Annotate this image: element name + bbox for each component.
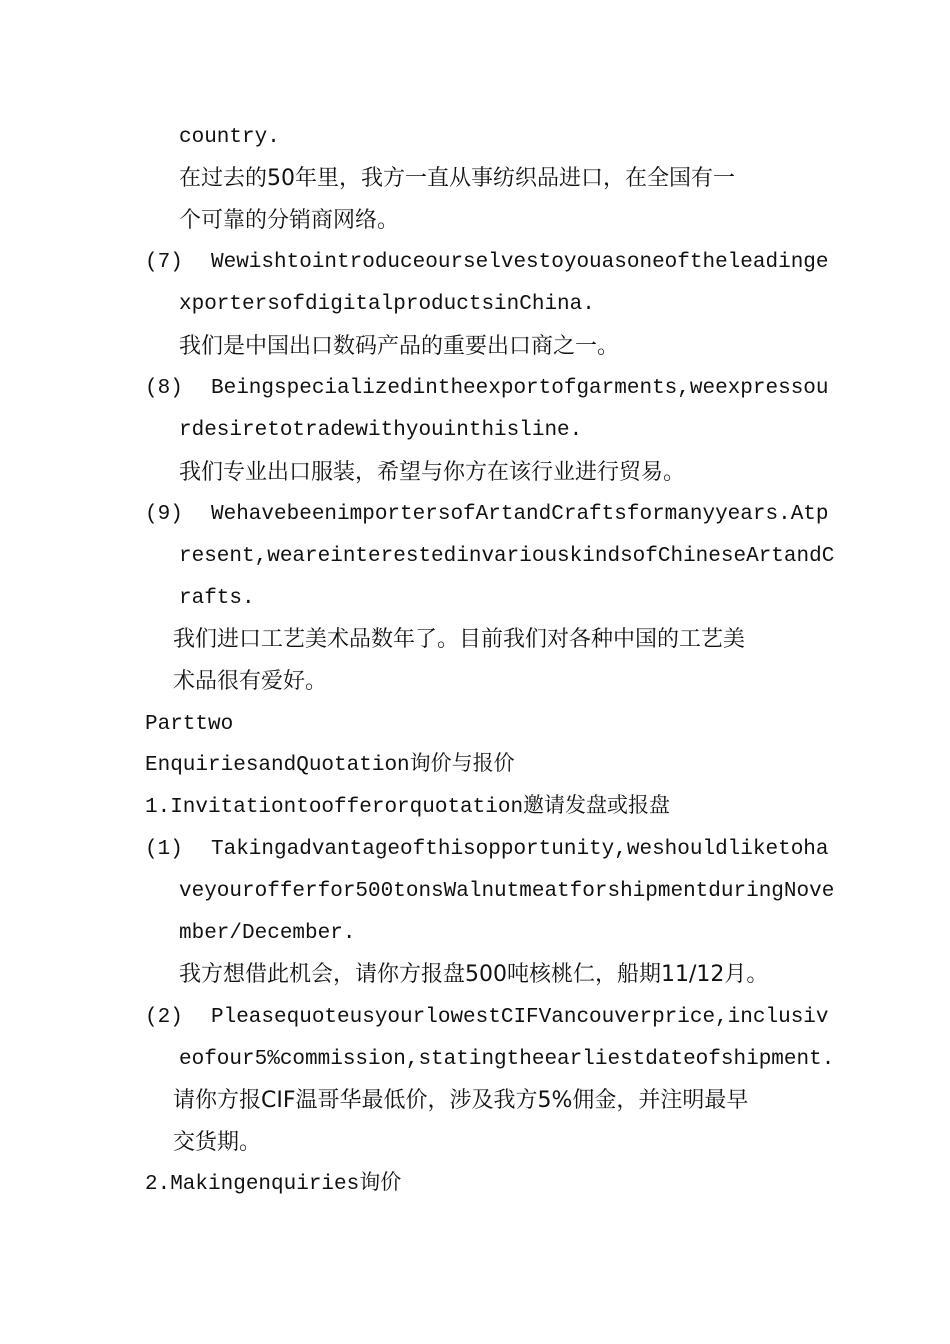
text-line: country.: [179, 126, 280, 149]
text-line: veyourofferfor500tonsWalnutmeatforshipmentduringNove: [179, 880, 835, 903]
section-heading: EnquiriesandQuotation询价与报价: [145, 754, 515, 777]
text-line: mber/December.: [179, 922, 356, 945]
text-line: 我们进口工艺美术品数年了。目前我们对各种中国的工艺美: [173, 627, 746, 652]
section-heading: Parttwo: [145, 713, 234, 736]
item-number: (1): [145, 838, 183, 861]
text-line: Wewishtointroduceourselvestoyouasoneoftheleadinge: [211, 251, 829, 274]
text-line: eofour5%commission,statingtheearliestdateofshipment.: [179, 1048, 835, 1071]
text-line: WehavebeenimportersofArtandCraftsformanyyears.Atp: [211, 503, 829, 526]
subsection-heading: 2.Makingenquiries询价: [145, 1173, 402, 1196]
text-line: Takingadvantageofthisopportunity,weshouldliketoha: [211, 838, 829, 861]
item-number: (8): [145, 377, 183, 400]
text-line: resent,weareinterestedinvariouskindsofChineseArtandC: [179, 545, 835, 568]
text-line: 我方想借此机会，请你方报盘500吨核桃仁，船期11/12月。: [179, 962, 769, 987]
text-line: 我们专业出口服装，希望与你方在该行业进行贸易。: [179, 460, 686, 485]
text-line: 个可靠的分销商网络。: [179, 208, 400, 233]
text-line: Beingspecializedintheexportofgarments,weexpressou: [211, 377, 829, 400]
text-line: 请你方报CIF温哥华最低价，涉及我方5%佣金，并注明最早: [173, 1088, 749, 1113]
subsection-heading: 1.Invitationtoofferorquotation邀请发盘或报盘: [145, 796, 671, 819]
text-line: 我们是中国出口数码产品的重要出口商之一。: [179, 334, 620, 359]
text-line: PleasequoteusyourlowestCIFVancouverprice,inclusiv: [211, 1006, 829, 1029]
item-number: (7): [145, 251, 183, 274]
text-line: 术品很有爱好。: [173, 669, 328, 694]
text-line: rafts.: [179, 587, 255, 610]
text-line: rdesiretotradewithyouinthisline.: [179, 419, 583, 442]
text-line: 在过去的50年里，我方一直从事纺织品进口，在全国有一: [179, 166, 735, 191]
item-number: (2): [145, 1006, 183, 1029]
text-line: 交货期。: [173, 1130, 262, 1155]
text-line: xportersofdigitalproductsinChina.: [179, 293, 595, 316]
item-number: (9): [145, 503, 183, 526]
